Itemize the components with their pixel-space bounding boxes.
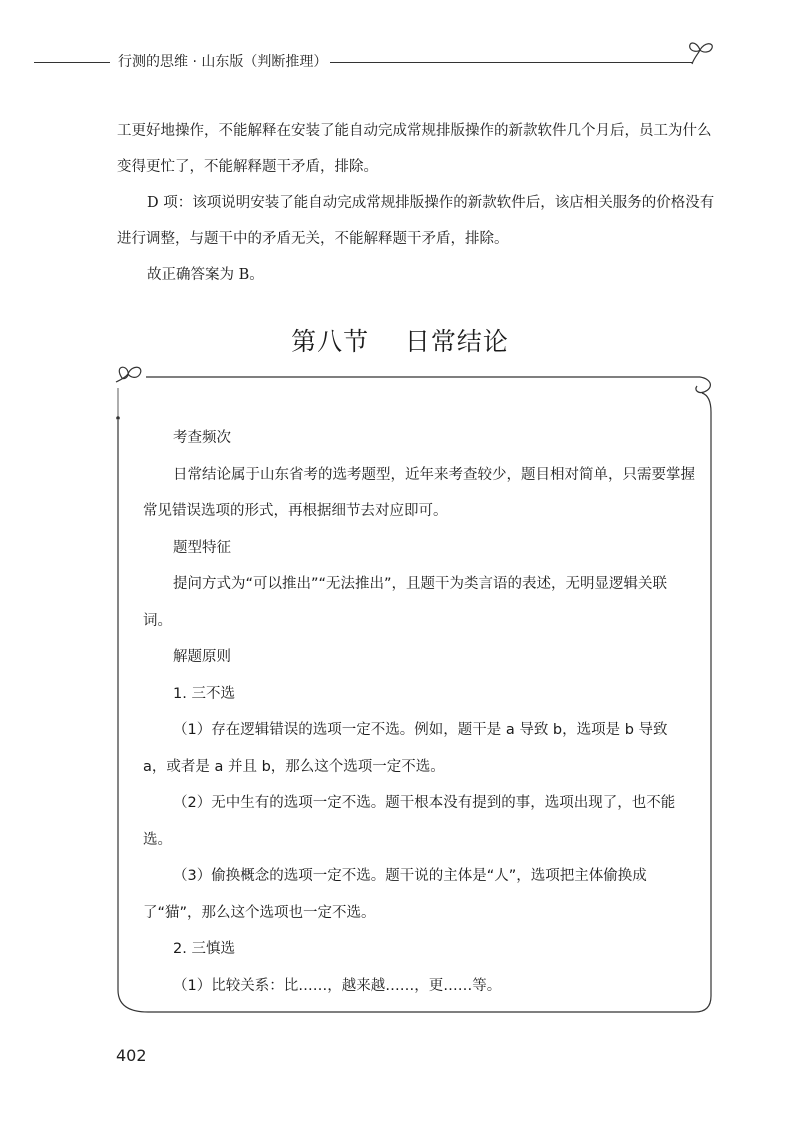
- option-d-paragraph: D 项：该项说明安装了能自动完成常规排版操作的新款软件后，该店相关服务的价格没有进行调整，与题干中的矛盾无关，不能解释题干矛盾，排除。: [117, 195, 715, 247]
- heading-features: 题型特征: [173, 539, 231, 556]
- section-name: 日常结论: [404, 327, 509, 356]
- content-box: [143, 420, 695, 1004]
- features-text: 提问方式为“可以推出”“无法推出”，且题干为类言语的表述，无明显逻辑关联词。: [143, 576, 668, 629]
- correct-answer-line: 故正确答案为 B。: [147, 267, 264, 283]
- page-number: 402: [116, 1046, 147, 1065]
- principle-item: （1）存在逻辑错误的选项一定不选。例如，题干是 a 导致 b，选项是 b 导致 a，或者是 a 并且 b，那么这个选项一定不选。: [143, 722, 668, 775]
- heading-frequency: 考查频次: [173, 430, 231, 446]
- principle-item: （2）无中生有的选项一定不选。题干根本没有提到的事，选项出现了，也不能选。: [143, 795, 676, 848]
- frequency-text: 日常结论属于山东省考的选考题型，近年来考查较少，题目相对简单，只需要掌握常见错误选项的形式，再根据细节去对应即可。: [143, 466, 695, 519]
- answer-paragraph-continued: 工更好地操作，不能解释在安装了能自动完成常规排版操作的新款软件几个月后，员工为什么变得更忙了，不能解释题干矛盾，排除。: [117, 123, 712, 175]
- principle-item: （1）比较关系：比……，越来越……，更……等。: [173, 977, 502, 994]
- sub-heading-three-careful: 2. 三慎选: [173, 941, 235, 957]
- sub-heading-three-never: 1. 三不选: [173, 685, 235, 702]
- box-sprout-icon: [116, 367, 141, 382]
- heading-principles: 解题原则: [173, 649, 231, 665]
- section-number: 第八节: [291, 327, 370, 356]
- running-header: 行测的思维 · 山东版（判断推理）: [118, 54, 328, 70]
- principle-item: （3）偷换概念的选项一定不选。题干说的主体是“人”，选项把主体偷换成了“猫”，那么这个选项也一定不选。: [143, 868, 647, 921]
